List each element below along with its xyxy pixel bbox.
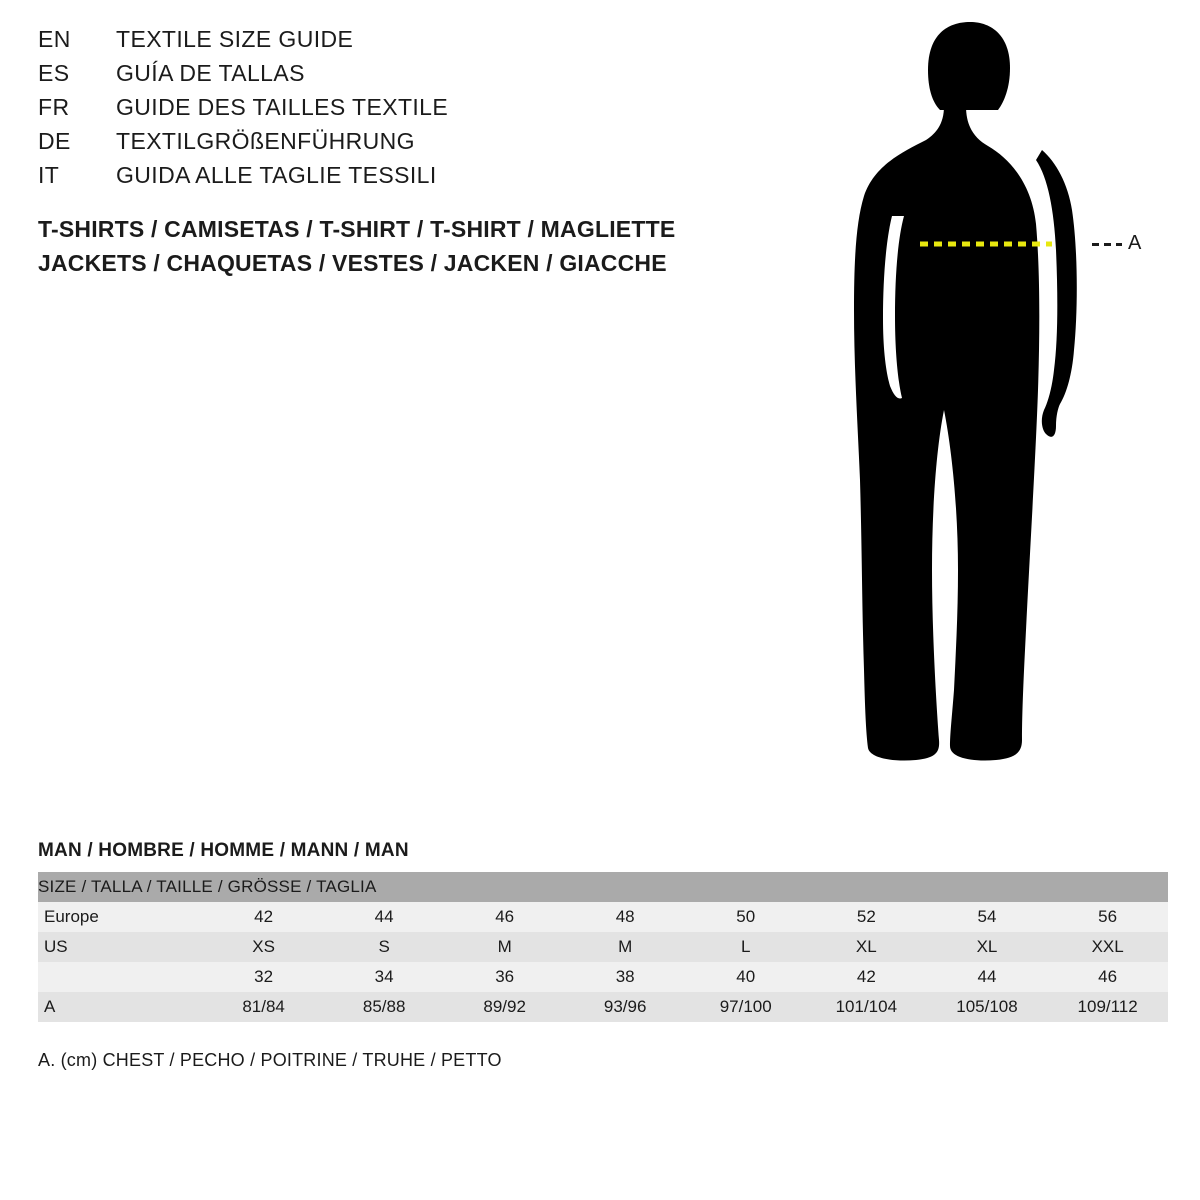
language-row bbox=[38, 128, 778, 162]
male-silhouette-icon bbox=[840, 10, 1170, 790]
table-row bbox=[38, 902, 1168, 932]
table-cell: 93/96 bbox=[565, 992, 686, 1022]
table-cell: XL bbox=[806, 932, 927, 962]
table-cell: 46 bbox=[1047, 962, 1168, 992]
figure-area bbox=[840, 10, 1170, 790]
gender-title: MAN / HOMBRE / HOMME / MANN / MAN bbox=[38, 840, 409, 861]
row-label-us: US bbox=[38, 932, 203, 962]
language-title: TEXTILE SIZE GUIDE bbox=[116, 26, 354, 52]
table-cell: XL bbox=[927, 932, 1048, 962]
table-cell: 40 bbox=[685, 962, 806, 992]
table-cell: M bbox=[444, 932, 565, 962]
language-title: GUIDE DES TAILLES TEXTILE bbox=[116, 94, 449, 120]
table-cell: 52 bbox=[806, 902, 927, 932]
table-cell: 85/88 bbox=[324, 992, 445, 1022]
table-cell: 105/108 bbox=[927, 992, 1048, 1022]
header-block bbox=[38, 26, 778, 280]
measure-label-a: A bbox=[1128, 232, 1142, 254]
category-line-tshirts: T-SHIRTS / CAMISETAS / T-SHIRT / T-SHIRT / MAGLIETTE bbox=[38, 216, 676, 242]
row-label-blank bbox=[38, 962, 203, 992]
table-cell: XS bbox=[203, 932, 324, 962]
language-code: DE bbox=[38, 128, 71, 154]
table-cell: 36 bbox=[444, 962, 565, 992]
language-code: ES bbox=[38, 60, 70, 86]
language-title: TEXTILGRÖßENFÜHRUNG bbox=[116, 128, 415, 154]
size-band-label: SIZE / TALLA / TAILLE / GRÖSSE / TAGLIA bbox=[38, 872, 1168, 902]
table-cell: L bbox=[685, 932, 806, 962]
row-label-a: A bbox=[38, 992, 203, 1022]
table-cell: 44 bbox=[927, 962, 1048, 992]
language-list bbox=[38, 26, 778, 196]
language-row bbox=[38, 26, 778, 60]
table-band-row bbox=[38, 872, 1168, 902]
language-code: EN bbox=[38, 26, 71, 52]
table-cell: S bbox=[324, 932, 445, 962]
size-table bbox=[38, 872, 1168, 1022]
table-cell: XXL bbox=[1047, 932, 1168, 962]
language-row bbox=[38, 60, 778, 94]
table-cell: 46 bbox=[444, 902, 565, 932]
table-cell: 48 bbox=[565, 902, 686, 932]
table-cell: 81/84 bbox=[203, 992, 324, 1022]
table-section bbox=[38, 840, 1168, 1071]
language-title: GUÍA DE TALLAS bbox=[116, 60, 305, 86]
language-title: GUIDA ALLE TAGLIE TESSILI bbox=[116, 162, 437, 188]
footnote: A. (cm) CHEST / PECHO / POITRINE / TRUHE / PETTO bbox=[38, 1050, 502, 1070]
table-cell: 34 bbox=[324, 962, 445, 992]
table-row bbox=[38, 992, 1168, 1022]
table-cell: 56 bbox=[1047, 902, 1168, 932]
category-line-jackets: JACKETS / CHAQUETAS / VESTES / JACKEN / GIACCHE bbox=[38, 250, 667, 276]
table-cell: 50 bbox=[685, 902, 806, 932]
table-cell: 44 bbox=[324, 902, 445, 932]
table-cell: 101/104 bbox=[806, 992, 927, 1022]
measure-leader-dash-icon bbox=[1092, 243, 1122, 246]
table-cell: M bbox=[565, 932, 686, 962]
language-row bbox=[38, 94, 778, 128]
language-code: IT bbox=[38, 162, 60, 188]
table-row bbox=[38, 932, 1168, 962]
table-row bbox=[38, 962, 1168, 992]
table-cell: 54 bbox=[927, 902, 1048, 932]
language-row bbox=[38, 162, 778, 196]
table-cell: 109/112 bbox=[1047, 992, 1168, 1022]
table-cell: 42 bbox=[203, 902, 324, 932]
table-cell: 38 bbox=[565, 962, 686, 992]
row-label-europe: Europe bbox=[38, 902, 203, 932]
table-cell: 97/100 bbox=[685, 992, 806, 1022]
table-cell: 89/92 bbox=[444, 992, 565, 1022]
table-cell: 42 bbox=[806, 962, 927, 992]
category-lines bbox=[38, 212, 778, 280]
language-code: FR bbox=[38, 94, 70, 120]
table-cell: 32 bbox=[203, 962, 324, 992]
